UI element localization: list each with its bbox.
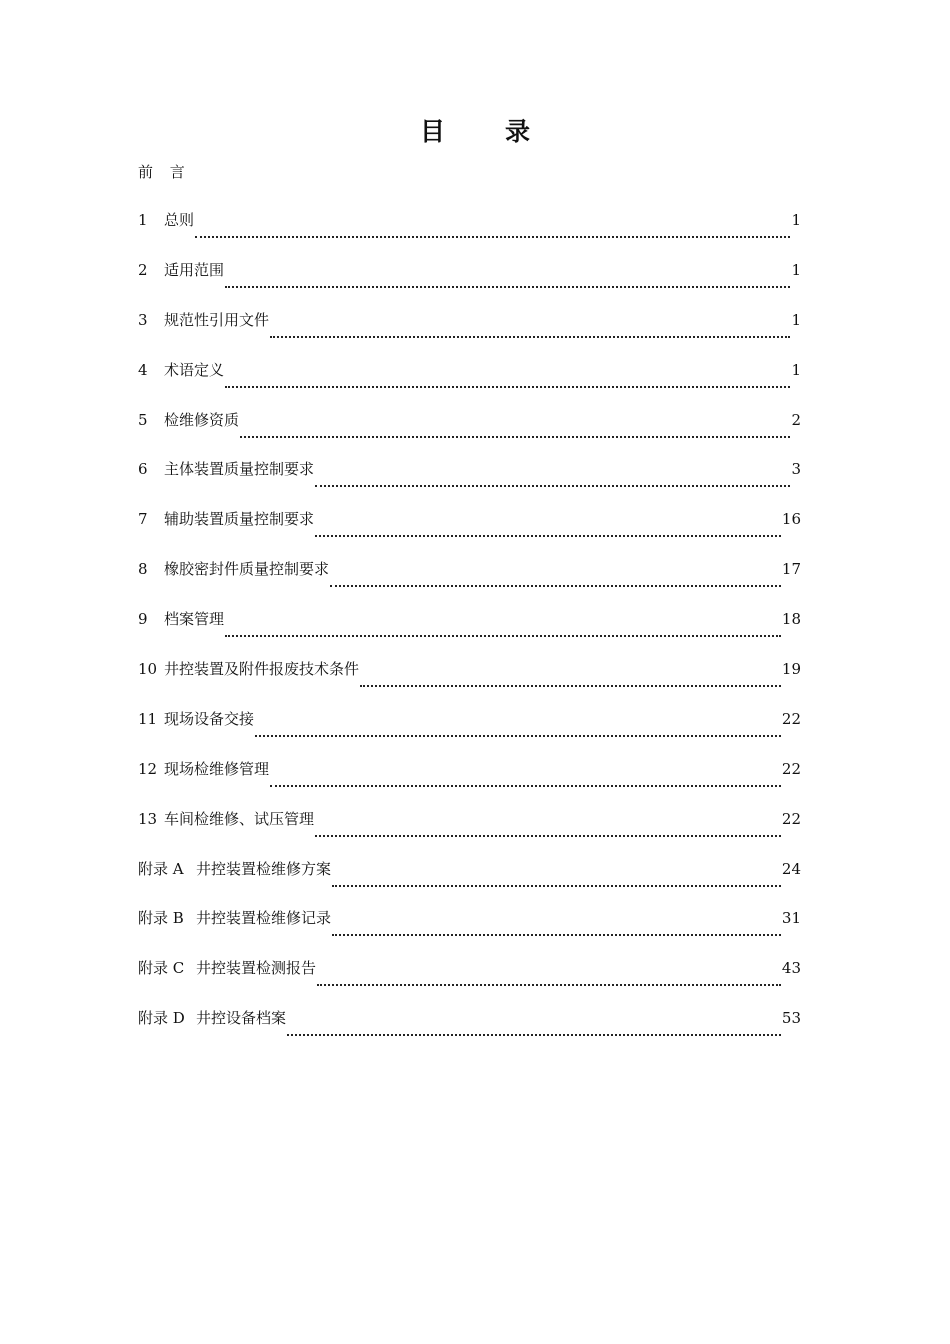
toc-preface-entry[interactable]: 前 言: [138, 163, 191, 181]
toc-leader-dots: [317, 973, 781, 989]
toc-entry-number: 13: [138, 809, 158, 828]
toc-entry[interactable]: [138, 807, 801, 857]
toc-entry[interactable]: [138, 308, 801, 358]
toc-leader-dots: [225, 275, 790, 291]
toc-entry-label: 适用范围: [164, 260, 225, 279]
toc-entry-page: 31: [781, 909, 801, 928]
toc-entry-page: 3: [791, 460, 801, 479]
toc-entry-label: 现场设备交接: [164, 709, 255, 728]
toc-entry-label: 井控装置及附件报废技术条件: [164, 660, 360, 679]
toc-entry[interactable]: [138, 657, 801, 707]
title-part-2: 录: [505, 117, 531, 146]
toc-entry[interactable]: [138, 358, 801, 408]
toc-entry-page: 16: [781, 510, 801, 529]
toc-entry[interactable]: [138, 258, 801, 308]
toc-entry[interactable]: [138, 507, 801, 557]
toc-entry[interactable]: [138, 607, 801, 657]
toc-leader-dots: [330, 574, 781, 590]
toc-entry[interactable]: [138, 557, 801, 607]
toc-entry-label: 现场检维修管理: [164, 759, 270, 778]
toc-entry-page: 1: [791, 260, 801, 279]
toc-leader-dots: [360, 674, 781, 690]
toc-leader-dots: [195, 225, 790, 241]
toc-leader-dots: [225, 375, 790, 391]
toc-entry-page: 2: [791, 410, 801, 429]
toc-appendix-entry[interactable]: [138, 1006, 801, 1056]
toc-entry[interactable]: [138, 707, 801, 757]
toc-entry-page: 1: [791, 360, 801, 379]
toc-entry[interactable]: [138, 408, 801, 458]
toc-entry[interactable]: [138, 457, 801, 507]
toc-leader-dots: [270, 774, 781, 790]
toc-leader-dots: [315, 824, 781, 840]
toc-entry[interactable]: [138, 208, 801, 258]
toc-entry-label: 车间检维修、试压管理: [164, 809, 315, 828]
toc-entry-number: 8: [138, 560, 148, 579]
toc-appendix-entry[interactable]: [138, 857, 801, 907]
toc-entry-label: 主体装置质量控制要求: [164, 460, 315, 479]
toc-entry-number: 10: [138, 660, 158, 679]
toc-entry-page: 22: [781, 759, 801, 778]
toc-leader-dots: [315, 524, 781, 540]
toc-entry-number: 3: [138, 310, 148, 329]
toc-appendix-entry[interactable]: [138, 956, 801, 1006]
toc-leader-dots: [332, 923, 781, 939]
page-title: [0, 112, 950, 152]
toc-entry-number: 4: [138, 360, 148, 379]
toc-entry-number: 5: [138, 410, 148, 429]
toc-entry-page: 18: [781, 610, 801, 629]
toc-entry-number: 1: [138, 211, 148, 229]
toc-entry-label: 总则: [164, 211, 195, 229]
toc-entry-number: 附录 B: [138, 909, 184, 928]
toc-entry-number: 附录 A: [138, 859, 184, 878]
toc-entry-label: 井控装置检维修记录: [196, 909, 332, 928]
toc-leader-dots: [287, 1023, 781, 1039]
toc-entry-label: 术语定义: [164, 360, 225, 379]
toc-entry-number: 12: [138, 759, 158, 778]
toc-leader-dots: [240, 425, 790, 441]
toc-entry-label: 橡胶密封件质量控制要求: [164, 560, 330, 579]
toc-entry-label: 辅助装置质量控制要求: [164, 510, 315, 529]
toc-entry-number: 7: [138, 510, 148, 529]
toc-leader-dots: [225, 624, 781, 640]
toc-entry-page: 24: [781, 859, 801, 878]
toc-entry-label: 规范性引用文件: [164, 310, 270, 329]
toc-entry-page: 19: [781, 660, 801, 679]
toc-entry-number: 附录 D: [138, 1009, 185, 1028]
toc-entry-page: 22: [781, 709, 801, 728]
toc-entry-label: 井控装置检维修方案: [196, 859, 332, 878]
toc-entry-number: 2: [138, 260, 148, 279]
toc-entry-page: 43: [781, 959, 801, 978]
toc-entry-page: 53: [781, 1009, 801, 1028]
toc-entry-label: 检维修资质: [164, 410, 240, 429]
toc-leader-dots: [315, 474, 790, 490]
toc-leader-dots: [255, 724, 781, 740]
toc-entry-number: 附录 C: [138, 959, 185, 978]
toc-entry-label: 井控设备档案: [196, 1009, 287, 1028]
toc-entry-page: 22: [781, 809, 801, 828]
toc-entry-label: 井控装置检测报告: [196, 959, 317, 978]
toc-entry[interactable]: [138, 757, 801, 807]
toc-entry-label: 档案管理: [164, 610, 225, 629]
title-part-1: 目: [419, 117, 445, 146]
toc-entry-number: 6: [138, 460, 148, 479]
toc-entry-page: 1: [791, 310, 801, 329]
toc-entry-page: 1: [791, 211, 801, 229]
toc-appendix-entry[interactable]: [138, 906, 801, 956]
toc-leader-dots: [270, 325, 790, 341]
toc-entry-number: 11: [138, 709, 158, 728]
table-of-contents: [138, 208, 801, 1056]
toc-entry-page: 17: [781, 560, 801, 579]
toc-leader-dots: [332, 874, 781, 890]
toc-entry-number: 9: [138, 610, 148, 629]
